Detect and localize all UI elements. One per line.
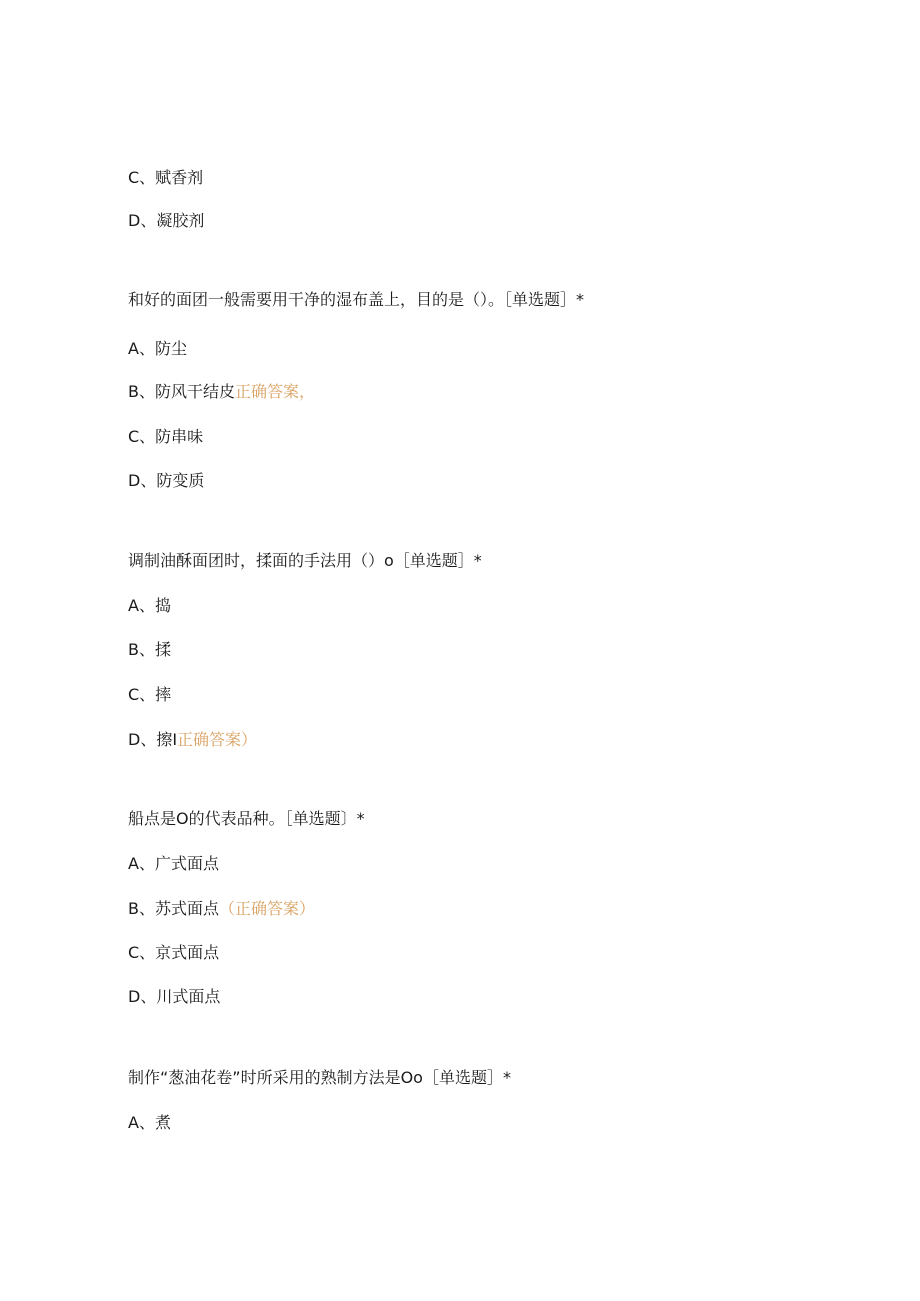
option-label: D、擦I [128,730,178,749]
option-b: B、揉 [128,640,171,659]
option-d [128,730,257,750]
option-c: C、京式面点 [128,943,220,962]
question-text: 调制油酥面团时，揉面的手法用（）o［单选题］* [128,551,482,570]
question-text: 制作“葱油花卷”时所采用的熟制方法是Oo［单选题］* [128,1068,511,1087]
option-d-prev: D、凝胶剂 [128,211,205,230]
option-d: D、防变质 [128,471,205,490]
correct-answer-tag: 正确答案， [234,382,315,401]
correct-answer-tag: （正确答案） [218,899,315,918]
option-c: C、摔 [128,685,172,704]
option-a: A、煮 [128,1113,171,1132]
question-text: 船点是O的代表品种。［单选题〕* [128,809,365,828]
option-a: A、广式面点 [128,854,219,873]
option-b [128,382,315,402]
option-label: B、防风干结皮 [128,382,235,401]
option-a: A、防尘 [128,339,187,358]
option-a: A、捣 [128,596,171,615]
option-d: D、川式面点 [128,987,221,1006]
option-c: C、防串味 [128,427,204,446]
correct-answer-tag: 正确答案） [177,730,258,749]
option-label: B、苏式面点 [128,899,219,918]
option-b [128,899,315,919]
option-c-prev: C、赋香剂 [128,168,204,187]
question-text: 和好的面团一般需要用干净的湿布盖上，目的是（）。［单选题］* [128,290,585,309]
